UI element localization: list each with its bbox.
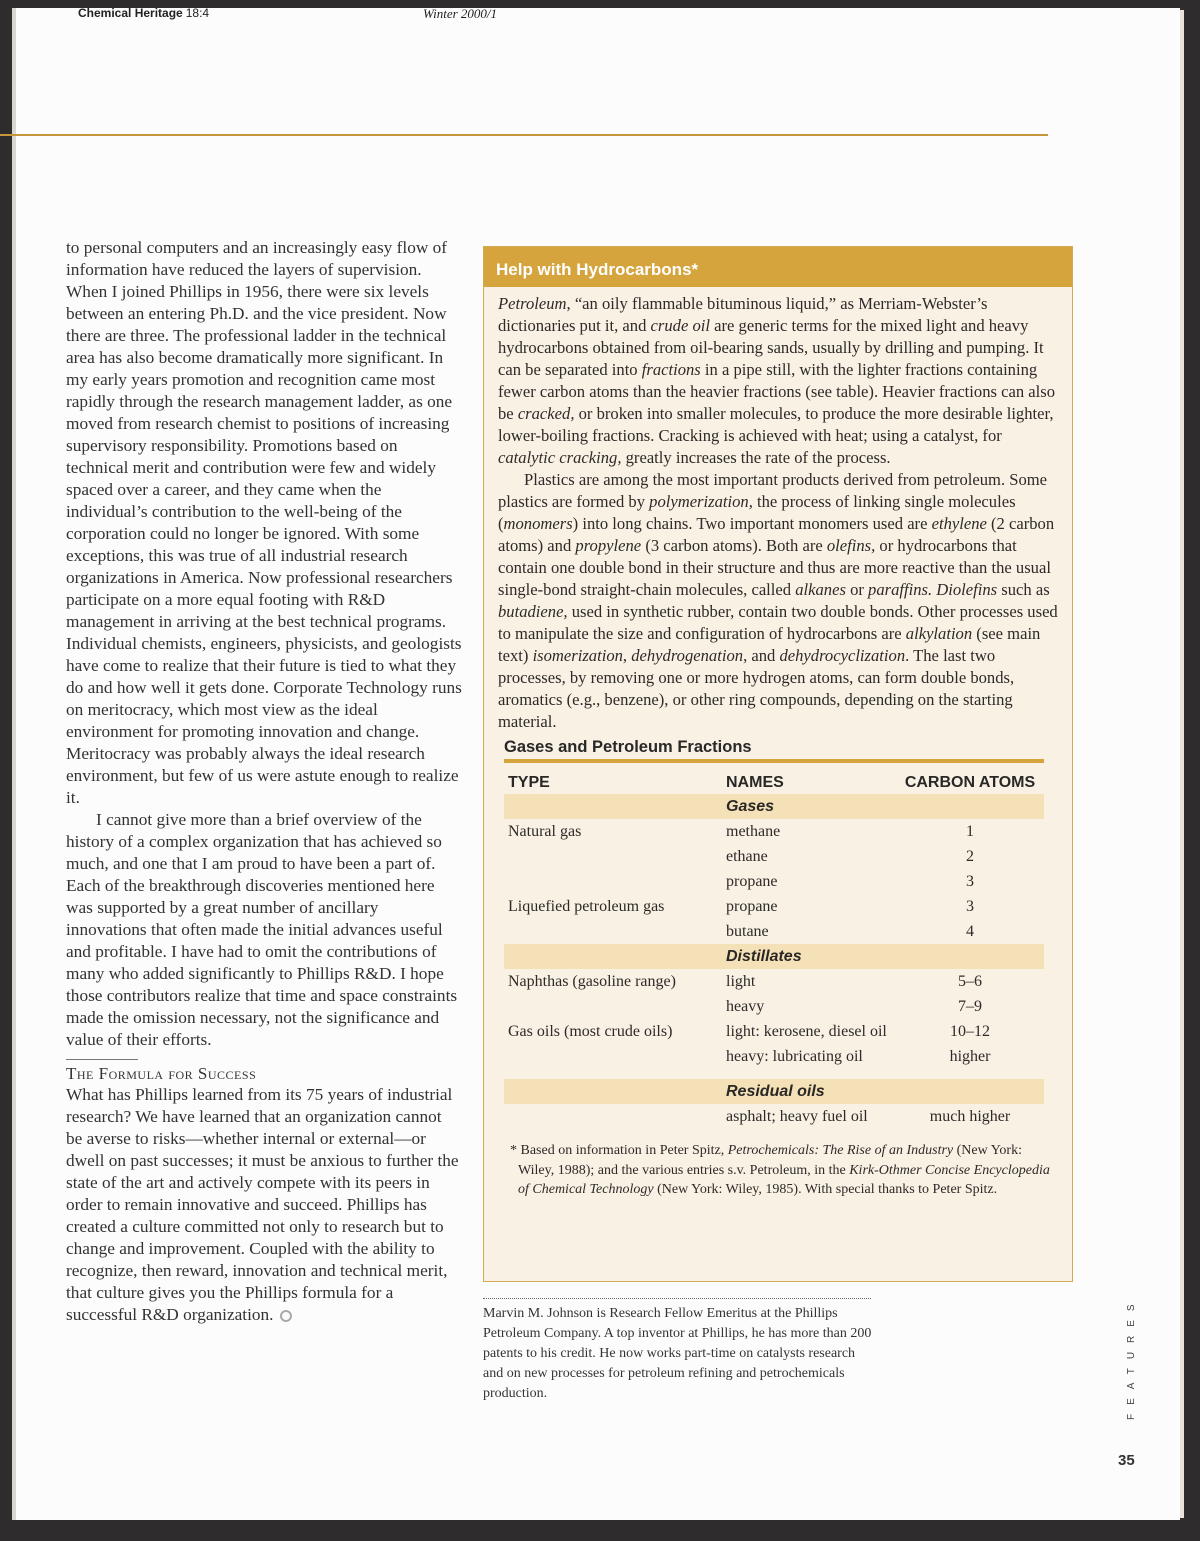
name-cell: light [726,972,756,990]
sidebar-title: Help with Hydrocarbons* [484,247,1072,287]
page-edge [1180,10,1184,1518]
type-cell [504,869,726,894]
magazine-title: Chemical Heritage [78,6,183,20]
table-category-row [504,1079,1044,1104]
table-row [504,894,1044,919]
article-paragraph: I cannot give more than a brief overview of the history of a complex organization that has achieved so much, and one that I am proud to have been a part of. Each of the breakthrough discoveries mentioned here was supported by a great number of ancillary innovations that often made the initial advances useful and profitable. I have had to omit the contributions of many who added significantly to Phillips R&D. I hope those contributors realize that time and space constraints made the omission necessary, not the significance and value of their efforts. [66,810,458,1049]
type-cell [504,994,726,1019]
fractions-table [504,763,1044,1129]
name-cell: butane [726,922,769,940]
sidebar-paragraph: Plastics are among the most important products derived from petroleum. Some plastics are formed by polymerization, the process of linking single molecules (monomers) into long chains. Two important monomers used are ethylene (2 carbon atoms) and propylene (3 carbon atoms). Both are olefins, or hydrocarbons that contain one double bond in their structure and thus are more reactive than the usual single-bond straight-chain molecules, called alkanes or paraffins. Diolefins such as butadiene, used in synthetic rubber, contain two double bonds. Other processes used to manipulate the size and configuration of hydrocarbons are alkylation (see main text) isomerization, dehydrogenation, and dehydrocyclization. The last two processes, by removing one or more hydrogen atoms, can form double bonds, aromatics (e.g., benzene), or other ring compounds, depending on the starting material. [498,470,1058,731]
name-cell: asphalt; heavy fuel oil [726,1107,868,1125]
category-label: Residual oils [726,1079,896,1104]
table-row [504,844,1044,869]
category-label: Distillates [726,944,896,969]
running-head [78,6,498,21]
sidebar-footnote: * Based on information in Peter Spitz, Petrochemicals: The Rise of an Industry (New York: Wiley, 1988); and the various entries s.v. Petroleum, in the Kirk-Othmer Concise Encyclopedia of Chemical Technology (New York: Wiley, 1985). With special thanks to Peter Spitz. [510,1143,1050,1197]
table-row [504,1104,1044,1129]
table-title: Gases and Petroleum Fractions [504,738,752,756]
section-tab-label: FEATURES [1126,1295,1137,1420]
type-cell: Gas oils (most crude oils) [508,1022,673,1040]
category-label: Gases [726,794,896,819]
carbon-atoms-cell: 2 [966,847,974,865]
section-heading: The Formula for Success [66,1064,257,1083]
name-cell: propane [726,897,778,915]
page-number: 35 [1118,1452,1135,1469]
name-cell: light: kerosene, diesel oil [726,1022,887,1040]
table-row [504,869,1044,894]
type-cell [504,844,726,869]
header-rule [0,134,1048,136]
carbon-atoms-cell: 3 [966,872,974,890]
end-of-article-icon [280,1310,292,1322]
name-cell: propane [726,872,778,890]
issue-volume: 18:4 [185,6,210,20]
sidebar-paragraph: Petroleum, “an oily flammable bituminous liquid,” as Merriam-Webster’s dictionaries put it, and crude oil are generic terms for the mixed light and heavy hydrocarbons obtained from oil-bearing sands, usually by drilling and pumping. It can be separated into fractions in a pipe still, with the lighter fractions containing fewer carbon atoms than the heavier fractions (see table). Heavier fractions can also be cracked, or broken into smaller molecules, to produce the more desirable lighter, lower-boiling fractions. Cracking is achieved with heat; using a catalyst, for catalytic cracking, greatly increases the rate of the process. [498,294,1056,467]
name-cell: ethane [726,847,768,865]
article-paragraph [66,1084,462,1326]
type-cell [504,919,726,944]
table-row [504,1044,1044,1069]
article-paragraph: to personal computers and an increasingly easy flow of information have reduced the layers of supervision. When I joined Phillips in 1956, there were six levels between an entering Ph.D. and the vice president. Now there are three. The professional ladder in the technical area has also become dramatically more significant. In my early years promotion and recognition came most rapidly through the research management ladder, as one moved from research chemist to positions of increasing supervisory responsibility. Promotions based on technical merit and contribution were few and widely spaced over a career, and they came when the individual’s contribution to the well-being of the corporation could no longer be ignored. With some exceptions, this was true of all industrial research organizations in America. Now professional researchers participate on a more equal footing with R&D management in arriving at the best technical programs. Individual chemists, engineers, physicists, and geologists have come to realize that their future is tied to what they do and how well it gets done. Corporate Technology runs on meritocracy, which most view as the ideal environment for promoting innovation and change. Meritocracy was probably always the ideal research environment, but few of us were astute enough to realize it. [66,238,462,807]
carbon-atoms-cell: higher [949,1047,991,1065]
sidebar-box [483,246,1073,1282]
carbon-atoms-cell: 5–6 [958,972,982,990]
type-cell [504,1104,726,1129]
section-divider [66,1059,138,1060]
carbon-atoms-cell: 3 [966,897,974,915]
carbon-atoms-cell: 1 [966,822,974,840]
name-cell: heavy: lubricating oil [726,1047,863,1065]
column-header-names: NAMES [726,774,784,791]
section-paragraph-text: What has Phillips learned from its 75 years of industrial research? We have learned that an organization cannot be averse to risks—whether internal or external—or dwell on past successes; it must be anxious to further the state of the art and actively compete with its peers in order to remain innovative and succeed. Phillips has created a culture committed not only to research but to change and improvement. Coupled with the ability to recognize, then reward, innovation and technical merit, that culture gives you the Phillips formula for a successful R&D organization. [66,1085,459,1324]
page-gutter [12,8,16,1520]
table-category-row [504,944,1044,969]
table-row [504,994,1044,1019]
author-bio: Marvin M. Johnson is Research Fellow Emeritus at the Phillips Petroleum Company. A top inventor at Phillips, he has more than 200 patents to his credit. He now works part-time on catalysts research and on new processes for petroleum refining and petrochemicals production. [483,1306,872,1401]
type-cell: Natural gas [508,822,582,840]
column-header-type: TYPE [508,774,550,791]
type-cell [504,1044,726,1069]
bio-divider [483,1298,871,1299]
table-category-row [504,794,1044,819]
table-spacer [504,1069,1044,1079]
column-header-carbon-atoms: CARBON ATOMS [904,774,1036,791]
issue-season: Winter 2000/1 [423,6,498,21]
article-column [66,237,462,1326]
table-row [504,819,1044,844]
carbon-atoms-cell: much higher [929,1107,1011,1125]
carbon-atoms-cell: 10–12 [950,1022,990,1040]
table-row [504,1019,1044,1044]
type-cell: Naphthas (gasoline range) [508,972,676,990]
type-cell: Liquefied petroleum gas [508,897,665,915]
table-row [504,919,1044,944]
name-cell: heavy [726,997,765,1015]
name-cell: methane [726,822,781,840]
table-row [504,969,1044,994]
carbon-atoms-cell: 7–9 [958,997,982,1015]
carbon-atoms-cell: 4 [966,922,974,940]
